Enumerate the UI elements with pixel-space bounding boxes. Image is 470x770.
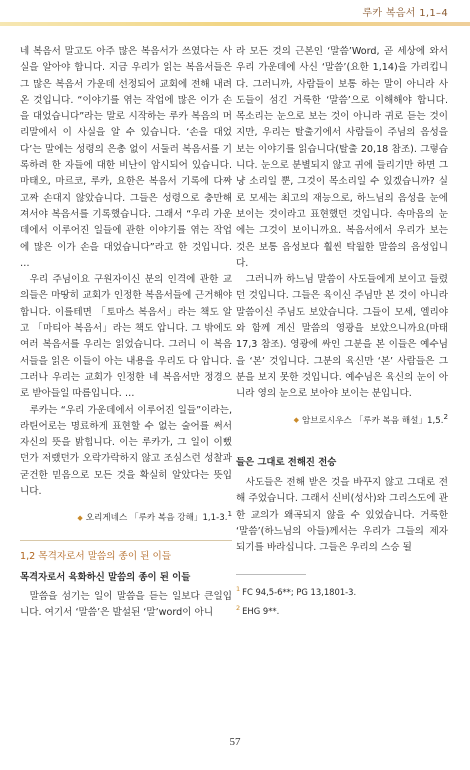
right-subsection-title: 들은 그대로 전해진 전승 <box>236 456 337 468</box>
page-number: 57 <box>229 736 241 748</box>
left-paragraph-4: 말씀을 섬기는 일이 말씀을 듣는 일보다 큰일입니다. 여기서 ‘말씀’은 발설된 ‘말’word이 아니 <box>20 591 232 619</box>
right-paragraph-1: 라 모든 것의 근본인 ‘말씀’Word, 곧 세상에 와서 우리 가운데에 사신 ‘말씀’(요한 1,14)을 가리킵니다. 그러니까, 사람들이 보통 하는 말이 아니라 사도들이 섬긴 거룩한 ‘말씀’으로 이해해야 합니다. 목소리는 눈으로 보는 것이 아니라 귀로 듣는 것이지만, 우리는 탈출기에서 사람들이 주님의 음성을 보는 이야기를 읽습니다(탈출 20,18 참조). 그렇습니다. 눈으로 분별되지 않고 귀에 들리기만 하면 그냥 소리일 뿐, 그것이 목소리일 수 있겠습니까? 실로 모세는 최고의 재능으로, 하느님의 음성을 눈에 보이는 것이라고 표현했던 것입니다. 속마음의 눈에는 그것이 보이니까요. 복음서에서 우리가 보는 것은 보통 음성보다 훨씬 탁월한 말씀의 음성입니다. <box>236 46 448 269</box>
citation-bullet-icon: ◆ <box>293 416 300 425</box>
footnote-2-text: EHG 9**. <box>242 606 280 617</box>
right-column <box>236 44 448 619</box>
footnote-1-text: FC 94,5-6**; PG 13,1801-3. <box>242 587 357 598</box>
footnote-1 <box>236 581 448 600</box>
left-paragraph-2: 우리 주님이요 구원자이신 분의 인격에 관한 교의들은 마땅히 교회가 인정한 복음서들에 근거해야 합니다. 이를테면 「토마스 복음서」라는 책도 알고 「마티아 복음서」라는 책도 압니다. 그 밖에도 여러 복음서를 우리는 읽었습니다. 그러니 이 복음서들을 읽은 이들이 아는 내용을 우리도 다 압니다. 그러나 우리는 교회가 인정한 네 복음서만 정경으로 받아들일 따름입니다. … <box>20 274 232 400</box>
right-citation-text: 암브로시우스 「루카 복음 해설」1,5. <box>302 415 444 426</box>
left-citation-text: 오리게네스 「루카 복음 강해」1,1-3. <box>85 513 228 524</box>
footnote-rule <box>236 574 306 575</box>
left-paragraph-3: 루카는 “우리 가운데에서 이루어진 일들”이라는, 라틴어로는 명료하게 표현할 수 없는 술어를 써서 자신의 뜻을 밝힙니다. 이는 루카가, 그 일이 이뻤던가 저랬던가 오락가락하지 않고 조심스런 성찰과 굳건한 믿음으로 모든 것을 확실히 알았다는 뜻입니다. <box>20 404 232 498</box>
left-column <box>20 44 232 622</box>
right-paragraph-2: 그러니까 하느님 말씀이 사도들에게 보이고 들렸던 것입니다. 그들은 육이신 주님만 본 것이 아니라 말씀이신 주님도 보았습니다. 그들이 모세, 엘리야와 함께 계신 말씀의 영광을 보았으니까요(마태 17,3 참조). 영광에 싸인 그분을 본 이들은 예수님을 ‘본’ 것입니다. 그분의 육신만 ‘본’ 사람들은 그분을 보지 못한 것입니다. 예수님은 육신의 눈이 아니라 영의 눈으로 보아야 보이는 분입니다. <box>236 274 448 400</box>
running-header: 루카 복음서 1,1–4 <box>362 8 448 19</box>
footnote-2 <box>236 600 448 619</box>
citation-bullet-icon: ◆ <box>77 514 83 523</box>
left-subsection-title: 목격자로서 육화하신 말씀의 종이 된 이들 <box>20 571 191 583</box>
left-citation-sup: 1 <box>227 509 232 519</box>
section-divider <box>20 540 232 541</box>
footnote-2-number: 2 <box>236 604 241 613</box>
right-citation-sup: 2 <box>443 411 448 421</box>
header-rule <box>0 22 470 26</box>
right-paragraph-3: 사도들은 전해 받은 것을 바꾸지 않고 그대로 전해 주었습니다. 그래서 신비(성사)와 그리스도에 관한 교의가 왜곡되지 않을 수 있었습니다. 거룩한 ‘말씀’(하느님의 아들)께서는 우리가 그들의 제자 되기를 바라십니다. 그들은 우리의 스승 될 <box>236 476 448 554</box>
left-paragraph-1: 네 복음서 말고도 아주 많은 복음서가 쓰였다는 사실을 알아야 합니다. 지금 우리가 읽는 복음서들은 그 많은 복음서 가운데 선정되어 교회에 전해 내려온 것입니다. “이야기를 엮는 작업에 많은 이가 손을 대었습니다”라는 말로 시작하는 루카 복음의 머리말에서 이 사실을 알 수 있습니다. ‘손을 대었다’는 말에는 성령의 은총 없이 서둘러 복음서를 기록하려 한 자들에 대한 비난이 암시되어 있습니다. 마태오, 마르코, 루카, 요한은 복음서 기록에 다짜고짜 손대지 않았습니다. 그들은 성령으로 충만해져서야 복음서를 기록했습니다. 그래서 “우리 가운데에서 이루어진 일들에 관한 이야기를 엮는 작업에 많은 이가 손을 대었습니다”라고 한 것입니다. … <box>20 46 232 269</box>
right-citation <box>236 409 448 429</box>
footnote-1-number: 1 <box>236 585 241 594</box>
section-title: 1,2 목격자로서 말씀의 종이 된 이들 <box>20 551 171 563</box>
left-citation <box>20 506 232 526</box>
